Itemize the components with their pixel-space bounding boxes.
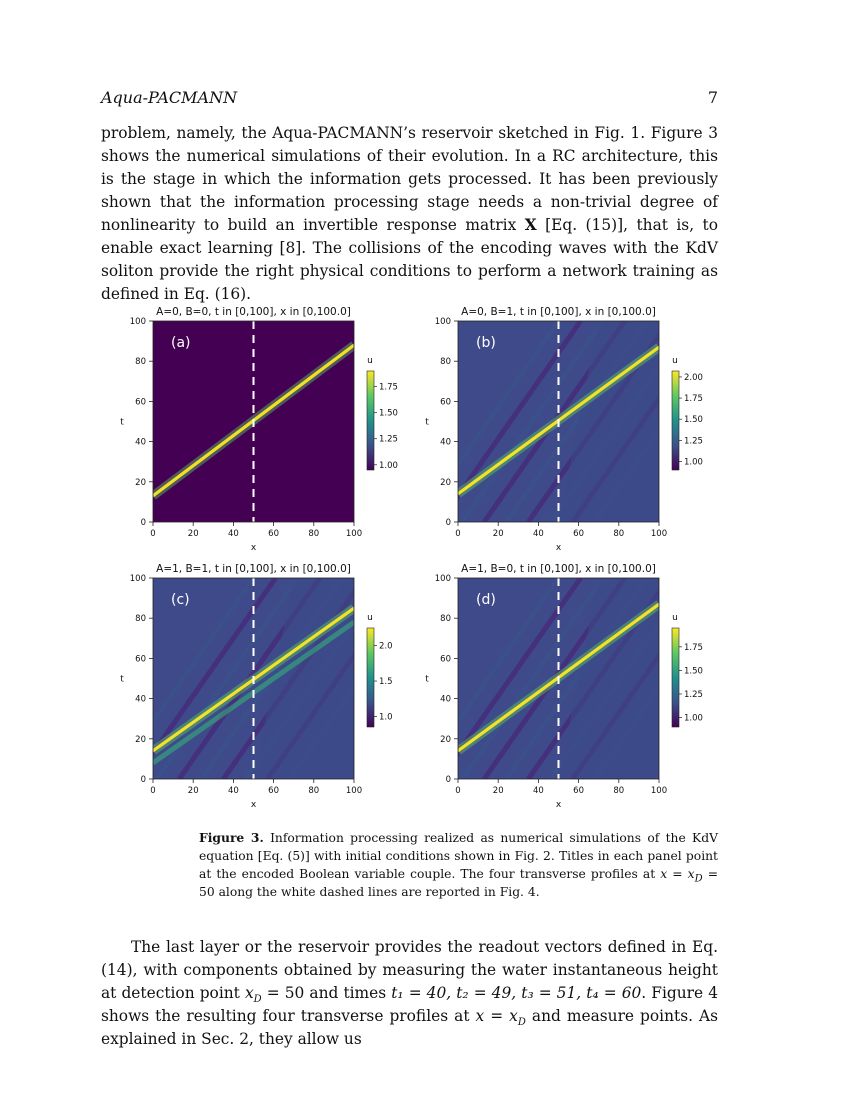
y-tick-label: 60	[135, 654, 146, 665]
y-tick-label: 80	[440, 614, 451, 625]
colorbar-tick-label: 1.50	[684, 415, 703, 426]
caption-math-2: = 50	[199, 867, 718, 899]
panel-d	[418, 563, 730, 810]
page-number: 7	[707, 88, 718, 107]
x-tick-label: 0	[150, 786, 156, 796]
x-axis-label: x	[250, 543, 257, 553]
x-tick-label: 0	[455, 529, 461, 539]
y-tick-label: 40	[440, 437, 451, 448]
x-axis-label: x	[555, 800, 562, 810]
colorbar-tick-label: 1.00	[684, 457, 703, 468]
panel-title: A=0, B=0, t in [0,100], x in [0,100.0]	[156, 306, 351, 318]
colorbar-tick-label: 1.00	[684, 713, 703, 724]
colorbar-tick-label: 1.0	[379, 712, 393, 723]
y-tick-label: 80	[135, 357, 146, 368]
page-header	[101, 88, 718, 110]
y-tick-label: 100	[129, 574, 146, 584]
paragraph-1	[101, 122, 718, 306]
paragraph-1-text-b: [Eq. (15)], that is, to enable exact learning [8]. The collisions of the encoding waves with the KdV soliton provide the right physical conditions to perform a network training as defined in Eq. (16).	[101, 216, 718, 303]
caption-math-sub: D	[694, 873, 703, 885]
y-tick-label: 20	[440, 477, 451, 488]
x-tick-label: 20	[187, 529, 199, 539]
x-tick-label: 60	[573, 529, 585, 539]
y-tick-label: 100	[129, 317, 146, 327]
colorbar-tick-label: 2.0	[379, 641, 393, 652]
x-tick-label: 80	[613, 529, 625, 539]
panel-title: A=0, B=1, t in [0,100], x in [0,100.0]	[461, 306, 656, 318]
x-tick-label: 40	[227, 786, 239, 796]
figure-3	[110, 300, 730, 824]
x-tick-label: 100	[650, 529, 668, 539]
colorbar-label: u	[367, 356, 373, 366]
x-tick-label: 60	[268, 529, 280, 539]
colorbar-tick-label: 1.00	[379, 460, 398, 471]
y-tick-label: 0	[140, 518, 146, 528]
y-tick-label: 100	[434, 317, 451, 327]
y-axis-label: t	[425, 417, 429, 428]
y-tick-label: 60	[135, 397, 146, 408]
y-tick-label: 20	[135, 477, 146, 488]
para2-math-1: x	[244, 984, 254, 1002]
x-tick-label: 40	[532, 786, 544, 796]
y-tick-label: 60	[440, 654, 451, 665]
y-tick-label: 80	[135, 614, 146, 625]
y-tick-label: 40	[135, 437, 146, 448]
colorbar-tick-label: 2.00	[684, 372, 703, 383]
colorbar-tick-label: 1.75	[684, 642, 703, 653]
paragraph-2-text-d: and measure points. As explained in Sec. 2, they allow us	[101, 1007, 719, 1048]
paragraph-1-text-a: problem, namely, the Aqua-PACMANN’s reservoir sketched in Fig. 1. Figure 3 shows the numerical simulations of their evolution. In a RC architecture, this is the stage in which the information gets processed. It has been previously shown that the information processing stage needs a non-trivial degree of nonlinearity to build an invertible response matrix	[101, 124, 718, 234]
x-tick-label: 60	[573, 786, 585, 796]
y-tick-label: 0	[140, 775, 146, 785]
para2-math-1-sub: D	[253, 994, 262, 1006]
x-tick-label: 40	[532, 529, 544, 539]
panel-c	[113, 563, 431, 810]
y-axis-label: t	[425, 674, 429, 685]
x-axis-label: x	[555, 543, 562, 553]
x-axis-label: x	[250, 800, 257, 810]
colorbar	[367, 371, 374, 470]
paragraph-2-text-c: . Figure 4 shows the resulting four transverse profiles at	[101, 984, 718, 1025]
panel-label: (a)	[171, 335, 191, 351]
para2-math-2-sub: D	[517, 1017, 526, 1029]
x-tick-label: 40	[227, 529, 239, 539]
x-tick-label: 100	[345, 786, 363, 796]
y-tick-label: 100	[434, 574, 451, 584]
running-title: Aqua-PACMANN	[101, 88, 238, 107]
colorbar	[672, 628, 679, 727]
y-tick-label: 40	[135, 694, 146, 705]
panel-title: A=1, B=1, t in [0,100], x in [0,100.0]	[156, 563, 351, 575]
x-tick-label: 0	[150, 529, 156, 539]
colorbar-tick-label: 1.75	[379, 382, 398, 393]
panel-b	[418, 306, 730, 553]
y-tick-label: 20	[135, 734, 146, 745]
figure-caption	[199, 829, 718, 901]
x-tick-label: 60	[268, 786, 280, 796]
x-tick-label: 80	[613, 786, 625, 796]
y-tick-label: 60	[440, 397, 451, 408]
y-tick-label: 0	[445, 518, 451, 528]
x-tick-label: 80	[308, 786, 320, 796]
x-tick-label: 20	[492, 529, 504, 539]
y-tick-label: 80	[440, 357, 451, 368]
matrix-symbol: X	[524, 216, 537, 234]
panel-title: A=1, B=0, t in [0,100], x in [0,100.0]	[461, 563, 656, 575]
caption-text: Information processing realized as numerical simulations of the KdV equation [Eq. (5)] with initial conditions shown in Fig. 2. Titles in each panel point at the encoded Boolean variable couple. The four transverse profiles at	[199, 831, 718, 881]
paragraph-2-text-a: The last layer or the reservoir provides the readout vectors defined in Eq. (14), with components obtained by measuring the water instantaneous height at detection point	[101, 938, 718, 1002]
paragraph-2-text-b: = 50 and times	[261, 984, 392, 1002]
x-tick-label: 100	[650, 786, 668, 796]
colorbar-tick-label: 1.25	[684, 436, 703, 447]
para2-math-2: x = x	[475, 1007, 518, 1025]
colorbar	[367, 628, 374, 727]
colorbar-tick-label: 1.25	[379, 434, 398, 445]
y-tick-label: 0	[445, 775, 451, 785]
panel-label: (c)	[171, 592, 190, 608]
colorbar	[672, 371, 679, 470]
colorbar-label: u	[367, 613, 373, 623]
colorbar-tick-label: 1.25	[684, 690, 703, 700]
x-tick-label: 80	[308, 529, 320, 539]
y-axis-label: t	[120, 417, 124, 428]
colorbar-label: u	[672, 356, 678, 366]
colorbar-label: u	[672, 613, 678, 623]
panel-label: (d)	[476, 592, 496, 608]
figure-3-panels	[110, 300, 730, 820]
y-tick-label: 40	[440, 694, 451, 705]
x-tick-label: 20	[187, 786, 199, 796]
caption-label: Figure 3.	[199, 830, 264, 845]
para2-times: t₁ = 40, t₂ = 49, t₃ = 51, t₄ = 60	[391, 984, 642, 1002]
panel-label: (b)	[476, 335, 496, 351]
x-tick-label: 0	[455, 786, 461, 796]
colorbar-tick-label: 1.50	[379, 408, 398, 419]
colorbar-tick-label: 1.5	[379, 677, 393, 688]
colorbar-tick-label: 1.50	[684, 666, 703, 677]
panel-a	[120, 306, 398, 553]
caption-text-2: along the white dashed lines are reported in Fig. 4.	[214, 885, 540, 899]
y-axis-label: t	[120, 674, 124, 685]
colorbar-tick-label: 1.75	[684, 394, 703, 405]
x-tick-label: 100	[345, 529, 363, 539]
x-tick-label: 20	[492, 786, 504, 796]
y-tick-label: 20	[440, 734, 451, 745]
paragraph-2	[101, 936, 718, 1051]
caption-math: x = x	[660, 867, 695, 881]
